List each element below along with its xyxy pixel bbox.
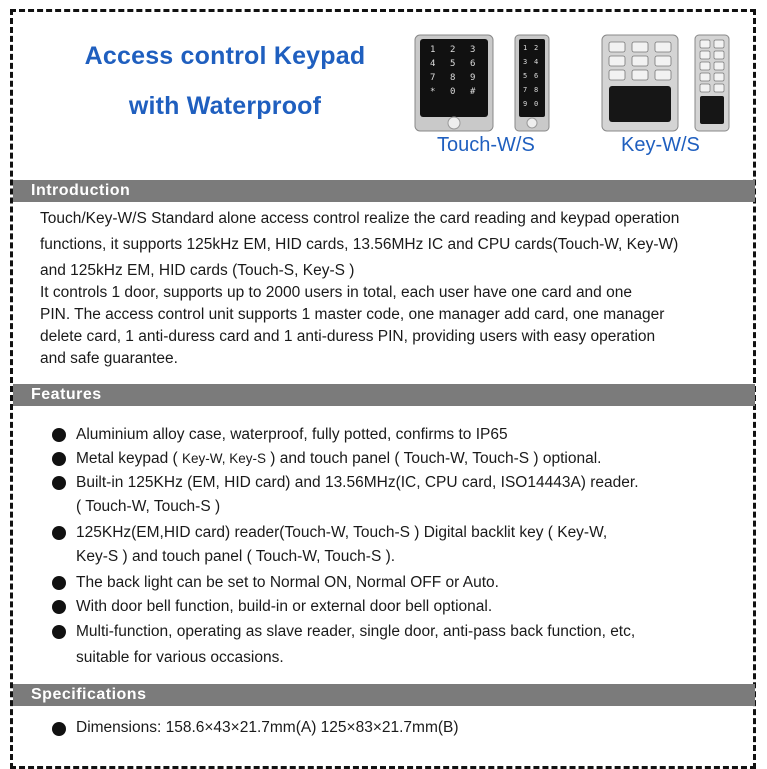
- intro-line: delete card, 1 anti-duress card and 1 anti-duress PIN, providing users with easy operation: [40, 328, 656, 345]
- specifications-header: Specifications: [13, 684, 755, 706]
- touch-ws-label: Touch-W/S: [437, 134, 535, 156]
- svg-text:0: 0: [534, 100, 539, 108]
- svg-text:9: 9: [523, 100, 528, 108]
- title-line-2: with Waterproof: [128, 92, 322, 120]
- svg-text:7: 7: [430, 73, 436, 83]
- bullet-icon: [52, 576, 66, 590]
- svg-text:9: 9: [470, 73, 476, 83]
- bullet-icon: [52, 452, 66, 466]
- svg-text:2: 2: [534, 44, 539, 52]
- bullet-icon: [52, 476, 66, 490]
- feature-item-continued: ( Touch-W, Touch-S ): [76, 498, 221, 515]
- svg-text:8: 8: [450, 73, 456, 83]
- svg-text:5: 5: [523, 72, 528, 80]
- svg-text:5: 5: [450, 59, 456, 69]
- bullet-icon: [52, 625, 66, 639]
- svg-text:*: *: [430, 87, 436, 97]
- spec-item: Dimensions: 158.6×43×21.7mm(A) 125×83×21.7mm(B): [76, 719, 459, 736]
- feature-item: Aluminium alloy case, waterproof, fully potted, confirms to IP65: [76, 426, 508, 443]
- bullet-icon: [52, 526, 66, 540]
- svg-text:6: 6: [470, 59, 476, 69]
- introduction-header: Introduction: [13, 180, 755, 202]
- intro-line: Touch/Key-W/S Standard alone access control realize the card reading and keypad operation: [40, 210, 680, 227]
- bullet-icon: [52, 600, 66, 614]
- features-header: Features: [13, 384, 755, 406]
- feature-item-continued: Key-S ) and touch panel ( Touch-W, Touch-S ).: [76, 548, 396, 565]
- bullet-icon: [52, 722, 66, 736]
- feature-item: The back light can be set to Normal ON, Normal OFF or Auto.: [76, 574, 499, 591]
- touch-keypad-large-image: [414, 34, 494, 132]
- svg-text:4: 4: [430, 59, 436, 69]
- feature-item-continued: suitable for various occasions.: [76, 649, 284, 666]
- svg-text:1: 1: [523, 44, 528, 52]
- feature-item: Built-in 125KHz (EM, HID card) and 13.56MHz(IC, CPU card, ISO14443A) reader.: [76, 474, 639, 491]
- intro-line: and safe guarantee.: [40, 350, 178, 367]
- title-line-1: Access control Keypad: [84, 42, 366, 70]
- svg-text:8: 8: [534, 86, 539, 94]
- svg-text:0: 0: [450, 87, 456, 97]
- feature-item: Multi-function, operating as slave reader, single door, anti-pass back function, etc,: [76, 623, 636, 640]
- svg-text:#: #: [470, 87, 476, 97]
- svg-text:3: 3: [523, 58, 528, 66]
- intro-line: It controls 1 door, supports up to 2000 users in total, each user have one card and one: [40, 284, 632, 301]
- touch-keypad-slim-image: [514, 34, 550, 132]
- svg-text:4: 4: [534, 58, 539, 66]
- svg-text:3: 3: [470, 45, 476, 55]
- bullet-icon: [52, 428, 66, 442]
- svg-text:1: 1: [430, 45, 436, 55]
- feature-item: 125KHz(EM,HID card) reader(Touch-W, Touch-S ) Digital backlit key ( Key-W,: [76, 524, 608, 541]
- svg-text:2: 2: [450, 45, 456, 55]
- metal-keypad-large-image: [601, 34, 679, 132]
- feature-item: With door bell function, build-in or external door bell optional.: [76, 598, 493, 615]
- intro-line: and 125kHz EM, HID cards (Touch-S, Key-S ): [40, 262, 355, 279]
- intro-line: functions, it supports 125kHz EM, HID cards, 13.56MHz IC and CPU cards(Touch-W, Key-W): [40, 236, 679, 253]
- key-ws-label: Key-W/S: [621, 134, 700, 156]
- svg-text:7: 7: [523, 86, 528, 94]
- intro-line: PIN. The access control unit supports 1 master code, one manager add card, one manager: [40, 306, 665, 323]
- metal-keypad-slim-image: [694, 34, 730, 132]
- feature-item: Metal keypad ( Key-W, Key-S ) and touch panel ( Touch-W, Touch-S ) optional.: [76, 450, 602, 467]
- svg-text:6: 6: [534, 72, 539, 80]
